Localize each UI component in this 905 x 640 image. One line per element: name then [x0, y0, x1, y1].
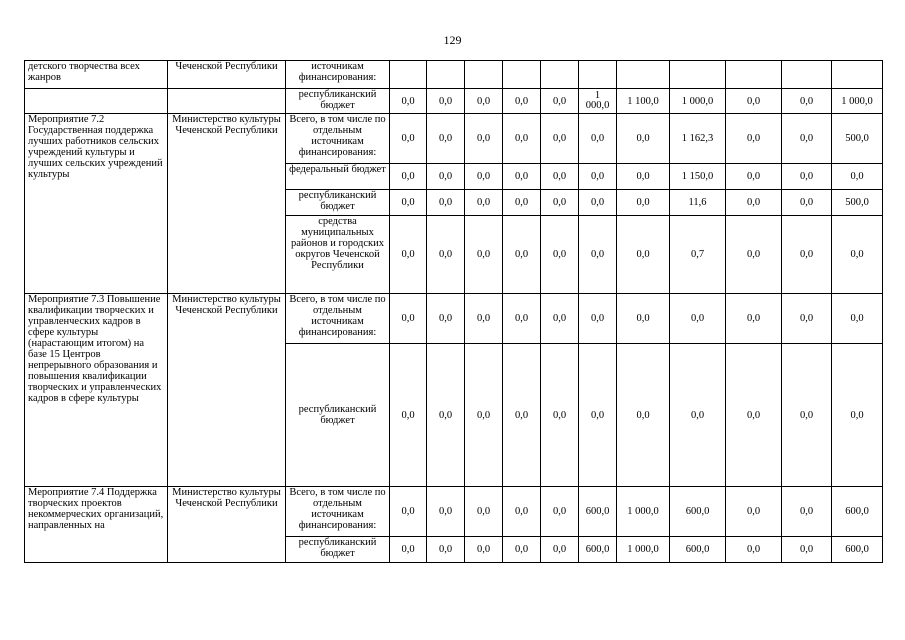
- value-cell: 0,0: [617, 164, 670, 190]
- value-cell: 0,0: [465, 294, 503, 344]
- value-cell: 0,0: [579, 294, 617, 344]
- value-cell: 1 150,0: [670, 164, 726, 190]
- funding-source: республиканский бюджет: [286, 344, 390, 487]
- value-cell: 600,0: [579, 487, 617, 537]
- event-name: Мероприятие 7.3 Повышение квалификации творческих и управленческих кадров в сфере культуры (нарастающим итогом) на базе 15 Центров непрерывного образования и повышения квалификации творческих и управленческих кадров в сфере культуры: [25, 294, 168, 487]
- value-cell: 0,0: [390, 487, 427, 537]
- value-cell: 0,0: [726, 487, 782, 537]
- value-cell: 0,0: [390, 114, 427, 164]
- value-cell: [726, 61, 782, 89]
- value-cell: 0,0: [503, 344, 541, 487]
- value-cell: 0,0: [390, 294, 427, 344]
- value-cell: 1 000,0: [617, 487, 670, 537]
- value-cell: 0,0: [427, 294, 465, 344]
- value-cell: 11,6: [670, 190, 726, 216]
- value-cell: 0,0: [503, 164, 541, 190]
- value-cell: 0,0: [465, 89, 503, 114]
- value-cell: [390, 61, 427, 89]
- funding-source: республиканский бюджет: [286, 89, 390, 114]
- value-cell: 600,0: [670, 487, 726, 537]
- value-cell: [465, 61, 503, 89]
- executor: Министерство культуры Чеченской Республики: [168, 294, 286, 487]
- value-cell: 0,0: [782, 216, 832, 294]
- executor: Министерство культуры Чеченской Республики: [168, 487, 286, 563]
- value-cell: 0,0: [782, 344, 832, 487]
- value-cell: 0,0: [427, 89, 465, 114]
- funding-source: источникам финансирования:: [286, 61, 390, 89]
- value-cell: 0,0: [579, 114, 617, 164]
- executor: Чеченской Республики: [168, 61, 286, 89]
- event-name-cont: [25, 89, 168, 114]
- value-cell: 0,0: [465, 114, 503, 164]
- value-cell: 0,0: [427, 216, 465, 294]
- value-cell: 0,0: [541, 294, 579, 344]
- value-cell: [427, 61, 465, 89]
- value-cell: 0,0: [617, 190, 670, 216]
- value-cell: [782, 61, 832, 89]
- funding-source: Всего, в том числе по отдельным источникам финансирования:: [286, 294, 390, 344]
- value-cell: 0,0: [832, 294, 883, 344]
- value-cell: [541, 61, 579, 89]
- value-cell: [503, 61, 541, 89]
- value-cell: 600,0: [579, 537, 617, 563]
- event-name: Мероприятие 7.2 Государственная поддержка лучших работников сельских учреждений культуры и лучших сельских учреждений культуры: [25, 114, 168, 294]
- value-cell: 0,0: [465, 164, 503, 190]
- value-cell: 0,0: [782, 190, 832, 216]
- funding-source: Всего, в том числе по отдельным источникам финансирования:: [286, 487, 390, 537]
- table-row: [25, 61, 883, 89]
- value-cell: 600,0: [832, 537, 883, 563]
- value-cell: 0,0: [427, 487, 465, 537]
- value-cell: 0,0: [503, 537, 541, 563]
- value-cell: 0,0: [390, 216, 427, 294]
- value-cell: 0,0: [427, 114, 465, 164]
- funding-source: федеральный бюджет: [286, 164, 390, 190]
- value-cell: 0,0: [503, 114, 541, 164]
- value-cell: 0,0: [782, 537, 832, 563]
- value-cell: 1 000,0: [670, 89, 726, 114]
- value-cell: 0,0: [579, 344, 617, 487]
- page-number: 129: [443, 33, 462, 47]
- table-row: [25, 294, 883, 344]
- value-cell: 1 000,0: [832, 89, 883, 114]
- value-cell: 0,0: [541, 190, 579, 216]
- value-cell: 0,0: [726, 537, 782, 563]
- value-cell: [579, 89, 617, 114]
- value-wrapped: 1 000,0: [585, 90, 610, 111]
- value-cell: 0,0: [465, 344, 503, 487]
- value-cell: 0,0: [782, 487, 832, 537]
- value-cell: 0,0: [617, 216, 670, 294]
- value-cell: 0,0: [427, 164, 465, 190]
- funding-source: средства муниципальных районов и городских округов Чеченской Республики: [286, 216, 390, 294]
- value-cell: 0,0: [465, 537, 503, 563]
- executor: Министерство культуры Чеченской Республики: [168, 114, 286, 294]
- value-cell: 0,0: [726, 190, 782, 216]
- value-cell: 0,0: [503, 190, 541, 216]
- table-row: [25, 114, 883, 164]
- value-cell: 0,0: [427, 344, 465, 487]
- value-cell: 500,0: [832, 114, 883, 164]
- value-cell: 0,0: [541, 537, 579, 563]
- value-cell: 600,0: [832, 487, 883, 537]
- value-cell: 0,0: [503, 89, 541, 114]
- value-cell: 1 100,0: [617, 89, 670, 114]
- value-cell: 0,0: [832, 344, 883, 487]
- value-cell: 0,0: [617, 114, 670, 164]
- value-cell: 0,0: [541, 216, 579, 294]
- funding-source: республиканский бюджет: [286, 537, 390, 563]
- value-cell: 0,0: [579, 190, 617, 216]
- value-cell: [579, 61, 617, 89]
- value-cell: 0,0: [427, 537, 465, 563]
- value-cell: 0,0: [503, 216, 541, 294]
- funding-source: Всего, в том числе по отдельным источникам финансирования:: [286, 114, 390, 164]
- value-cell: 0,0: [726, 344, 782, 487]
- value-cell: 0,0: [726, 294, 782, 344]
- value-cell: 0,0: [832, 164, 883, 190]
- value-cell: 0,0: [465, 190, 503, 216]
- value-cell: [832, 61, 883, 89]
- value-cell: [617, 61, 670, 89]
- value-cell: 0,0: [503, 487, 541, 537]
- value-cell: 0,0: [503, 294, 541, 344]
- value-cell: 1 000,0: [617, 537, 670, 563]
- executor-cont: [168, 89, 286, 114]
- value-cell: 0,0: [726, 164, 782, 190]
- value-cell: 1 162,3: [670, 114, 726, 164]
- value-cell: 0,0: [390, 190, 427, 216]
- value-cell: 0,0: [782, 164, 832, 190]
- table-row: [25, 89, 883, 114]
- value-cell: 0,0: [465, 216, 503, 294]
- table-row: [25, 487, 883, 537]
- value-cell: 500,0: [832, 190, 883, 216]
- value-cell: 0,0: [670, 294, 726, 344]
- value-cell: 0,0: [617, 294, 670, 344]
- value-cell: 0,0: [541, 164, 579, 190]
- value-cell: 0,0: [390, 344, 427, 487]
- value-cell: 0,7: [670, 216, 726, 294]
- value-cell: 0,0: [579, 164, 617, 190]
- value-cell: 0,0: [541, 487, 579, 537]
- value-cell: 0,0: [726, 89, 782, 114]
- value-cell: [670, 61, 726, 89]
- value-cell: 0,0: [390, 89, 427, 114]
- value-cell: 0,0: [670, 344, 726, 487]
- value-cell: 0,0: [617, 344, 670, 487]
- value-cell: 0,0: [782, 89, 832, 114]
- funding-source: республиканский бюджет: [286, 190, 390, 216]
- value-cell: 0,0: [427, 190, 465, 216]
- value-cell: 0,0: [832, 216, 883, 294]
- event-name: Мероприятие 7.4 Поддержка творческих проектов некоммерческих организаций, направленных на: [25, 487, 168, 563]
- value-cell: 0,0: [465, 487, 503, 537]
- value-cell: 600,0: [670, 537, 726, 563]
- value-cell: 0,0: [541, 344, 579, 487]
- value-cell: 0,0: [782, 294, 832, 344]
- value-cell: 0,0: [579, 216, 617, 294]
- value-cell: 0,0: [390, 537, 427, 563]
- event-name: детского творчества всех жанров: [25, 61, 168, 89]
- value-cell: 0,0: [726, 114, 782, 164]
- budget-table: [24, 60, 883, 563]
- value-cell: 0,0: [726, 216, 782, 294]
- value-cell: 0,0: [541, 114, 579, 164]
- value-cell: 0,0: [782, 114, 832, 164]
- value-cell: 0,0: [390, 164, 427, 190]
- value-cell: 0,0: [541, 89, 579, 114]
